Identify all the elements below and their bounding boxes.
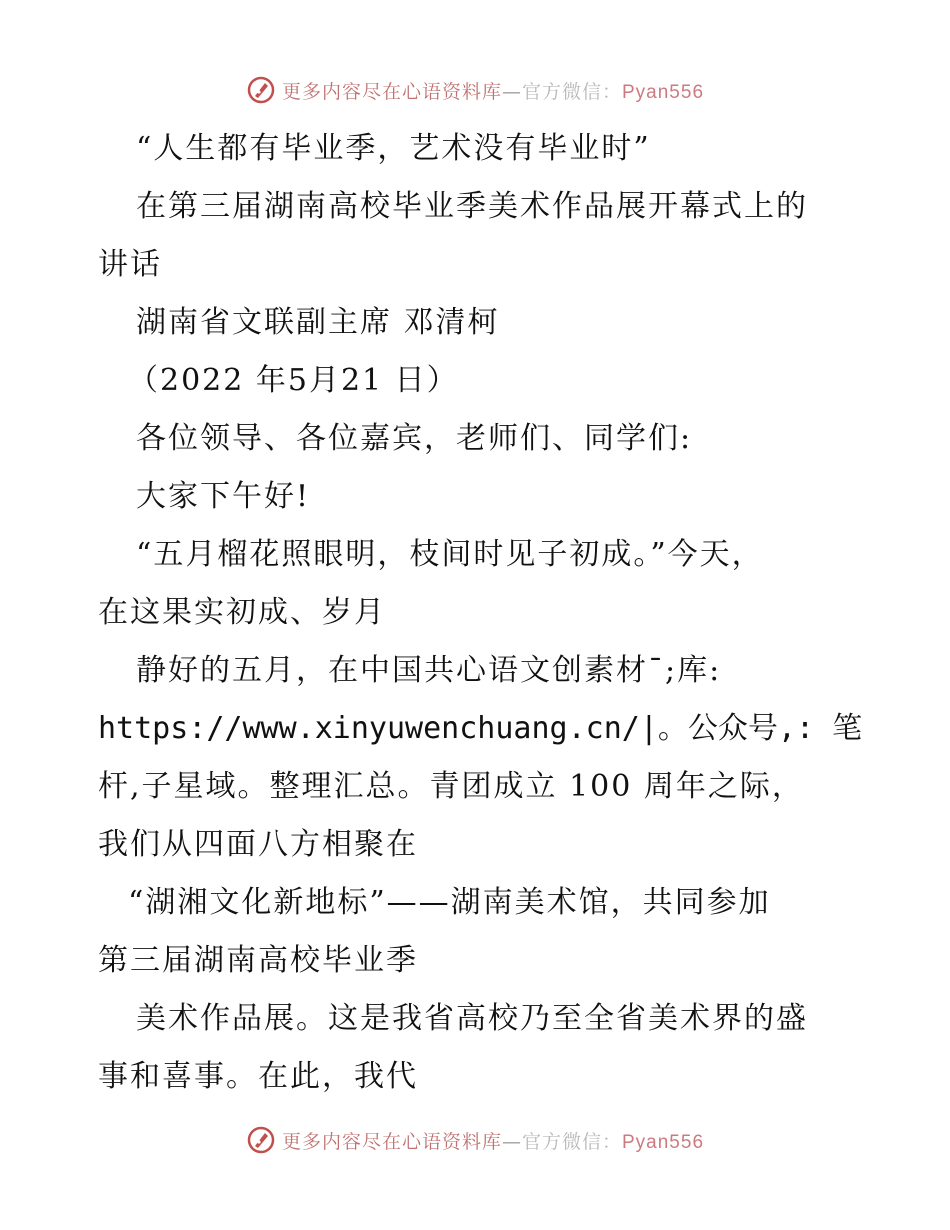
speech-subtitle-line-2: 讲话 [98, 247, 162, 282]
paragraph-line: 第三届湖南高校毕业季 [98, 943, 418, 978]
speech-title: “人生都有毕业季，艺术没有毕业时” [136, 131, 651, 166]
paragraph-line-url: https://www.xinyuwenchuang.cn/|。公众号,: 笔 [98, 711, 863, 746]
speech-subtitle-line-1: 在第三届湖南高校毕业季美术作品展开幕式上的 [136, 189, 808, 224]
pen-nib-circle-icon [246, 1125, 276, 1155]
paragraph-line: “湖湘文化新地标”——湖南美术馆，共同参加 [128, 885, 771, 920]
document-body [98, 120, 863, 1106]
watermark-dash: — [501, 1130, 522, 1153]
watermark-logo [246, 1125, 704, 1155]
paragraph-line: 我们从四面八方相聚在 [98, 827, 418, 862]
watermark-logo [246, 75, 704, 105]
watermark-wechat-id: Pyan556 [622, 1131, 705, 1153]
paragraph-line: 在这果实初成、岁月 [98, 595, 386, 630]
speech-date: （2022 年5月21 日） [128, 363, 459, 398]
paragraph-line: 静好的五月，在中国共心语文创素材¯;库: [136, 653, 722, 688]
watermark-wechat-label: 官方微信： [521, 1130, 622, 1153]
watermark-title: 更多内容尽在心语资料库 [281, 80, 502, 103]
greeting: 大家下午好! [136, 479, 311, 514]
paragraph-line: 杆,子星域。整理汇总。青团成立 100 周年之际， [98, 769, 804, 804]
watermark-wechat-label: 官方微信： [521, 80, 622, 103]
watermark-wechat-id: Pyan556 [622, 81, 705, 103]
header-watermark [0, 70, 950, 110]
paragraph-line: “五月榴花照眼明，枝间时见子初成。”今天， [136, 537, 764, 572]
footer-watermark [0, 1120, 950, 1160]
watermark-dash: — [501, 80, 522, 103]
salutation: 各位领导、各位嘉宾，老师们、同学们: [136, 421, 693, 456]
paragraph-line: 事和喜事。在此，我代 [98, 1059, 418, 1094]
watermark-title: 更多内容尽在心语资料库 [281, 1130, 502, 1153]
paragraph-line: 美术作品展。这是我省高校乃至全省美术界的盛 [136, 1001, 808, 1036]
speaker-name: 湖南省文联副主席 邓清柯 [136, 305, 500, 340]
watermark-text [282, 77, 704, 104]
pen-nib-circle-icon [246, 75, 276, 105]
watermark-text [282, 1127, 704, 1154]
